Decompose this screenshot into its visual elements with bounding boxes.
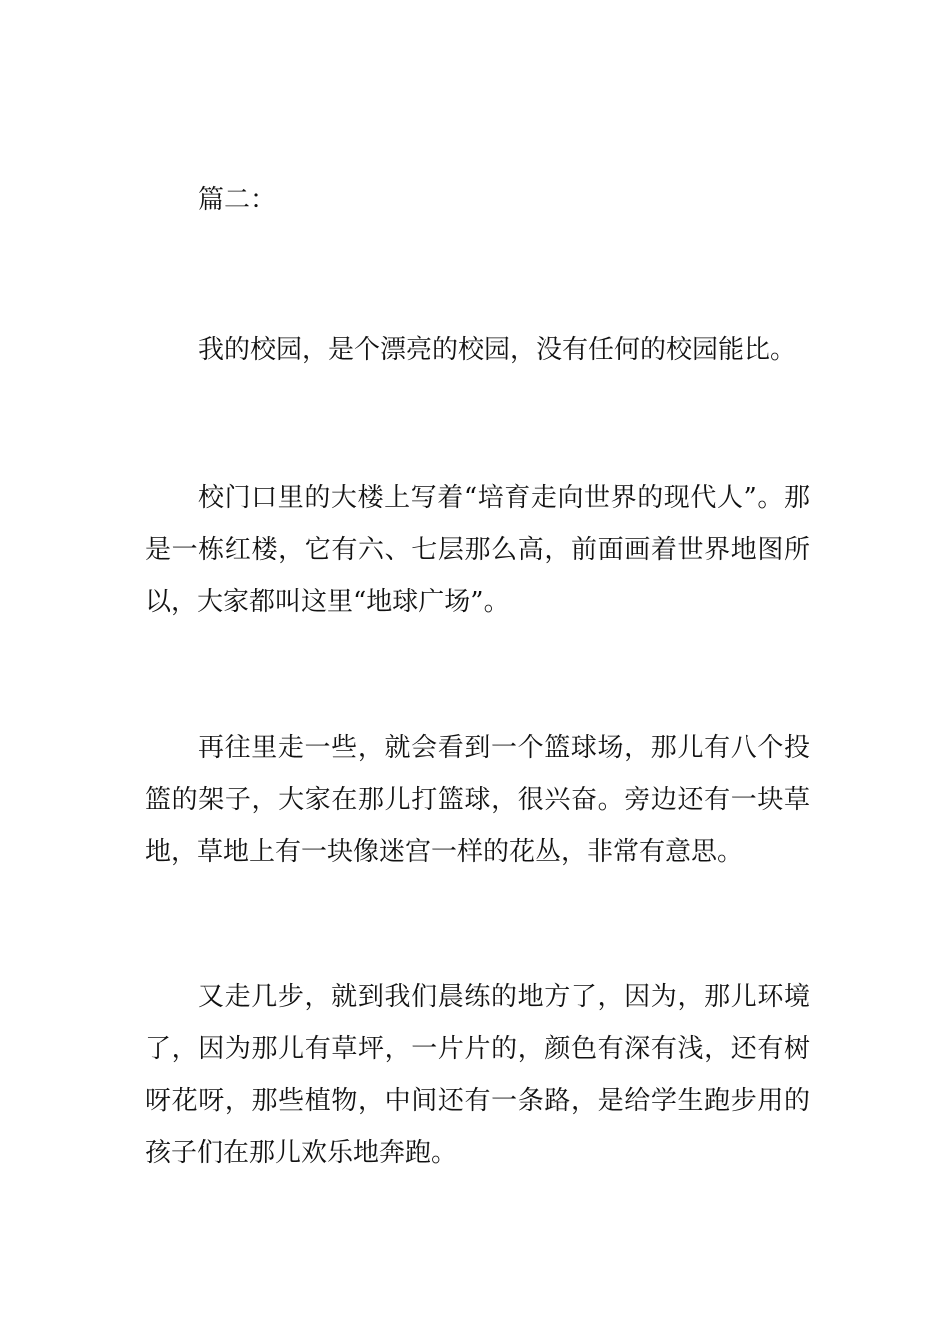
paragraph-school-gate: 校门口里的大楼上写着“培育走向世界的现代人”。那是一栋红楼，它有六、七层那么高，前面画着世界地图所以，大家都叫这里“地球广场”。 — [145, 483, 810, 617]
paragraph-intro: 我的校园，是个漂亮的校园，没有任何的校园能比。 — [198, 335, 797, 365]
section-heading: 篇二： — [198, 185, 277, 215]
paragraph-basketball-court: 再往里走一些，就会看到一个篮球场，那儿有八个投篮的架子，大家在那儿打篮球，很兴奋。旁边还有一块草地，草地上有一块像迷宫一样的花丛，非常有意思。 — [145, 733, 810, 867]
paragraph-morning-exercise: 又走几步，就到我们晨练的地方了，因为，那儿环境了，因为那儿有草坪，一片片的，颜色有深有浅，还有树呀花呀，那些植物，中间还有一条路，是给学生跑步用的孩子们在那儿欢乐地奔跑。 — [145, 982, 810, 1168]
